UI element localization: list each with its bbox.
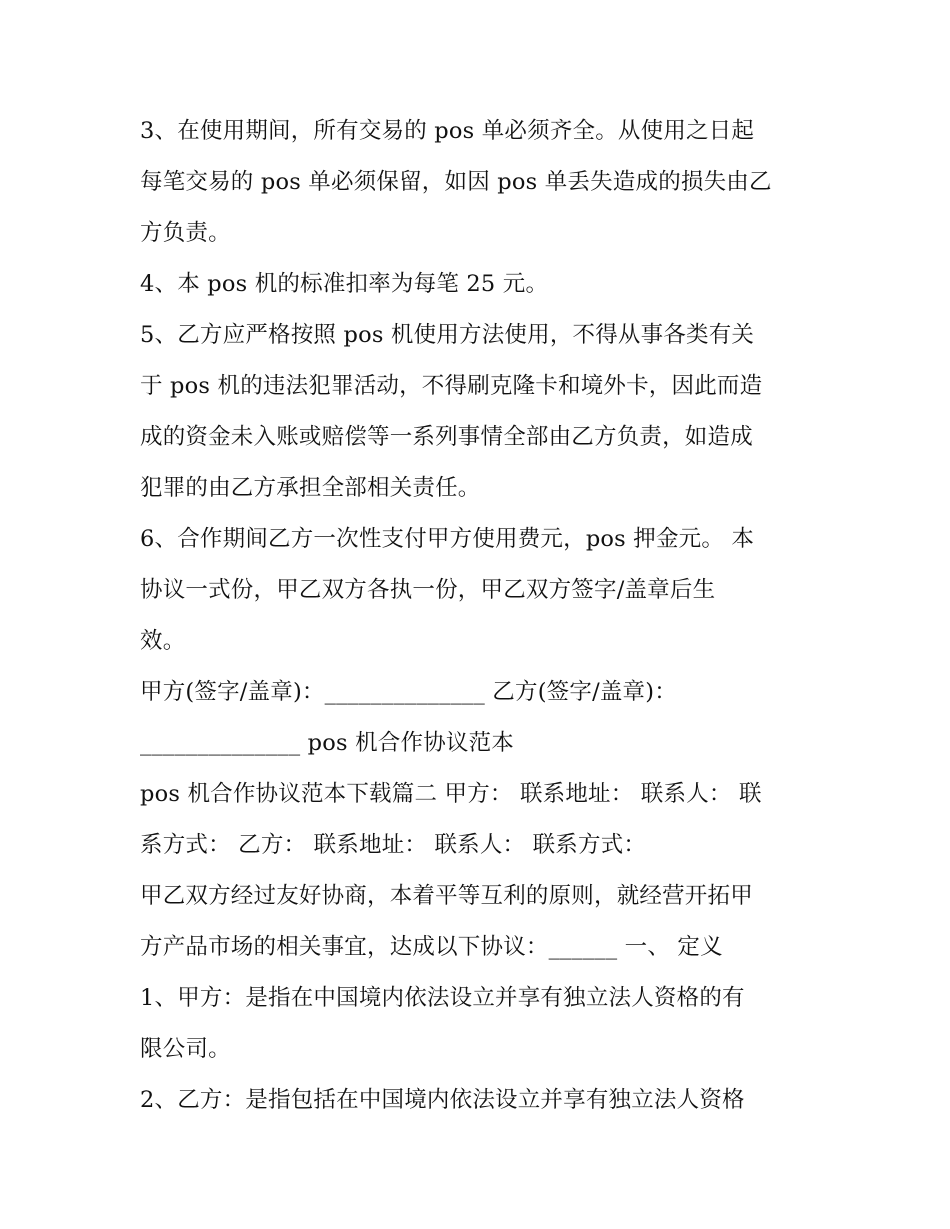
- text-line: pos 机合作协议范本下载篇二 甲方： 联系地址： 联系人： 联: [140, 781, 762, 807]
- document-body: [140, 106, 830, 1126]
- text-line: 甲乙双方经过友好协商，本着平等互利的原则，就经营开拓甲: [140, 883, 753, 909]
- text-line: 效。: [140, 628, 186, 654]
- text-line: 方负责。: [140, 220, 231, 246]
- text-line: 成的资金未入账或赔偿等一系列事情全部由乙方负责，如造成: [140, 424, 753, 450]
- text-line: 每笔交易的 pos 单必须保留，如因 pos 单丢失造成的损失由乙: [140, 169, 772, 195]
- text-line: 于 pos 机的违法犯罪活动，不得刷克隆卡和境外卡，因此而造: [140, 373, 763, 399]
- text-line: 6、合作期间乙方一次性支付甲方使用费元，pos 押金元。 本: [140, 526, 755, 552]
- text-line: 2、乙方：是指包括在中国境内依法设立并享有独立法人资格: [140, 1087, 745, 1113]
- signature-line: ______________ pos 机合作协议范本: [140, 730, 515, 756]
- text-line: 3、在使用期间，所有交易的 pos 单必须齐全。从使用之日起: [140, 118, 755, 144]
- signature-line: 甲方(签字/盖章)：______________ 乙方(签字/盖章)：: [140, 679, 677, 705]
- text-line: 5、乙方应严格按照 pos 机使用方法使用，不得从事各类有关: [140, 322, 755, 348]
- text-line: 限公司。: [140, 1036, 231, 1062]
- text-line: 1、甲方：是指在中国境内依法设立并享有独立法人资格的有: [140, 985, 745, 1011]
- text-line: 犯罪的由乙方承担全部相关责任。: [140, 475, 481, 501]
- text-line: 系方式： 乙方： 联系地址： 联系人： 联系方式：: [140, 832, 647, 858]
- text-line: 协议一式份，甲乙双方各执一份，甲乙双方签字/盖章后生: [140, 577, 716, 603]
- text-line: 4、本 pos 机的标准扣率为每笔 25 元。: [140, 271, 549, 297]
- text-line: 方产品市场的相关事宜，达成以下协议：______ 一、 定义: [140, 934, 723, 960]
